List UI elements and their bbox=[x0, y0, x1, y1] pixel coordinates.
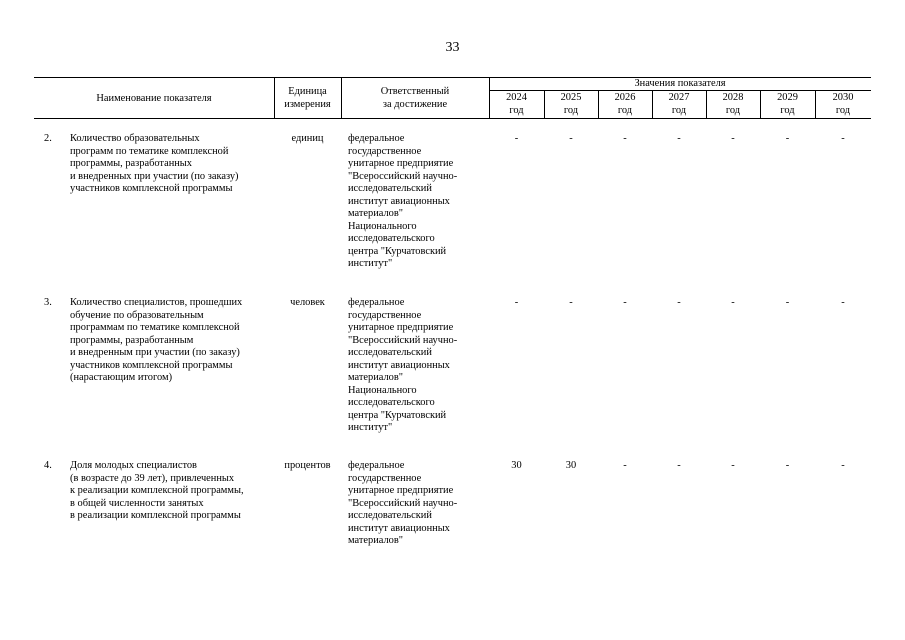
year-header-2025: 2025 год bbox=[560, 92, 582, 116]
row-indicator-name: Количество специалистов, прошедших обучение по образовательным программам по тематике комплексной программы, разработанным и внедренным при участии (по заказу) участников комплексной программы (нарастающим итогом) bbox=[70, 297, 243, 383]
page-number: 33 bbox=[445, 40, 460, 55]
row-responsible: федеральное государственное унитарное предприятие "Всероссийский научно- исследовательский институт авиационных материалов" Национального исследовательского центра "Курчатовский институт" bbox=[348, 133, 458, 269]
row-value-2027: - bbox=[677, 460, 681, 471]
year-header-2024: 2024 год bbox=[506, 92, 527, 116]
row-value-2029: - bbox=[785, 460, 790, 471]
row-value-2028: - bbox=[731, 133, 735, 144]
row-unit: процентов bbox=[284, 460, 331, 471]
row-unit: человек bbox=[290, 297, 325, 308]
row-indicator-name: Доля молодых специалистов (в возрасте до 39 лет), привлеченных к реализации комплексной программы, в общей численности занятых в реализации комплексной программы bbox=[70, 460, 244, 521]
year-header-2027: 2027 год bbox=[668, 92, 690, 116]
row-value-2030: - bbox=[841, 460, 845, 471]
row-value-2030: - bbox=[841, 133, 845, 144]
row-value-2026: - bbox=[623, 297, 627, 308]
header-bottom-rule bbox=[34, 118, 871, 119]
row-value-2028: - bbox=[731, 460, 735, 471]
header-responsible: Ответственный за достижение bbox=[380, 86, 450, 110]
row-number: 4. bbox=[44, 460, 52, 471]
row-value-2025: - bbox=[569, 133, 573, 144]
row-number: 2. bbox=[44, 133, 52, 144]
row-value-2024: - bbox=[514, 297, 519, 308]
row-value-2030: - bbox=[841, 297, 845, 308]
row-responsible: федеральное государственное унитарное предприятие "Всероссийский научно- исследовательский институт авиационных материалов" bbox=[348, 460, 458, 546]
row-responsible: федеральное государственное унитарное предприятие "Всероссийский научно- исследовательский институт авиационных материалов" Национального исследовательского центра "Курчатовский институт" bbox=[348, 297, 458, 433]
row-value-2027: - bbox=[677, 133, 681, 144]
row-value-2026: - bbox=[623, 460, 627, 471]
row-value-2024: 30 bbox=[511, 460, 522, 471]
row-value-2029: - bbox=[785, 133, 790, 144]
year-header-2030: 2030 год bbox=[832, 92, 854, 116]
row-indicator-name: Количество образовательных программ по тематике комплексной программы, разработанных и внедренных при участии (по заказу) участников комплексной программы bbox=[70, 133, 239, 194]
row-value-2025: 30 bbox=[565, 460, 577, 471]
year-header-2029: 2029 год bbox=[777, 92, 798, 116]
row-value-2028: - bbox=[731, 297, 735, 308]
row-number: 3. bbox=[44, 297, 52, 308]
year-header-2026: 2026 год bbox=[614, 92, 636, 116]
row-unit: единиц bbox=[291, 133, 324, 144]
year-header-2028: 2028 год bbox=[722, 92, 744, 116]
header-indicator-name: Наименование показателя bbox=[96, 93, 212, 104]
row-value-2025: - bbox=[569, 297, 573, 308]
row-value-2027: - bbox=[677, 297, 681, 308]
row-value-2026: - bbox=[623, 133, 627, 144]
row-value-2024: - bbox=[514, 133, 519, 144]
header-values-title: Значения показателя bbox=[634, 78, 726, 89]
row-value-2029: - bbox=[785, 297, 790, 308]
header-unit: Единица измерения bbox=[284, 86, 331, 110]
